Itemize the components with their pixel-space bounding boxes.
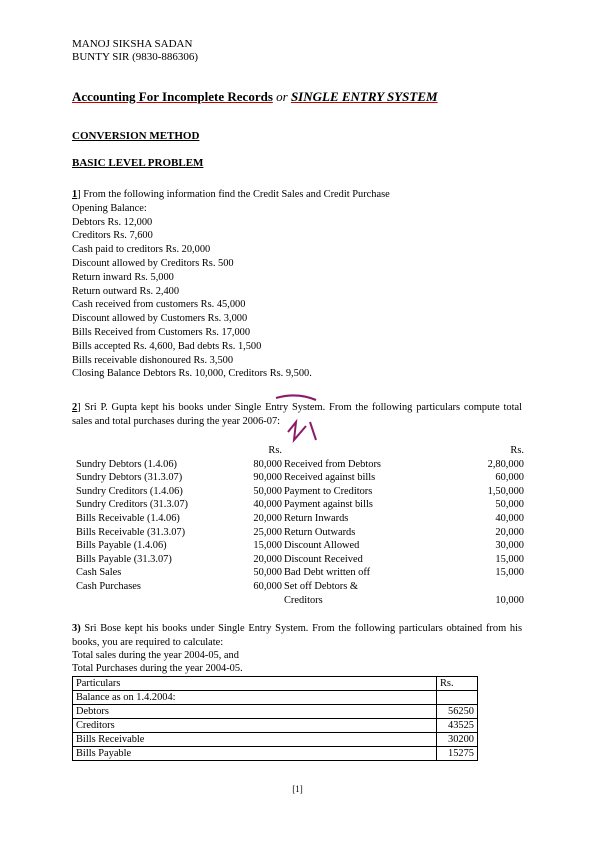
- title-part-2: SINGLE ENTRY SYSTEM: [290, 89, 438, 104]
- row-particular: Discount Received: [284, 553, 363, 565]
- problem-2-number: 2: [72, 402, 78, 413]
- problem-1-line: Bills Received from Customers Rs. 17,000: [72, 326, 251, 338]
- row-amount: 1,50,000: [487, 485, 524, 497]
- table-row: [72, 458, 524, 472]
- row-particular: Sundry Creditors (1.4.06): [76, 485, 183, 497]
- problem-1-question: ] From the following information find the Credit Sales and Credit Purchase: [77, 189, 390, 200]
- table-row: [72, 526, 524, 540]
- row-particular: Discount Allowed: [284, 540, 360, 552]
- row-particular: Debtors: [73, 705, 437, 719]
- title-connector: or: [272, 89, 291, 104]
- table-row: [72, 594, 524, 608]
- row-amount: 20,000: [495, 526, 524, 538]
- row-particular: Return Inwards: [284, 512, 349, 524]
- title-part-1: Accounting For Incomplete Records: [72, 89, 273, 104]
- row-particular: Sundry Creditors (31.3.07): [76, 499, 188, 511]
- table-header-row: [73, 677, 478, 691]
- row-amount: 10,000: [495, 594, 524, 606]
- problem-2-question: ] Sri P. Gupta kept his books under Single Entry System. From the following particulars compute total sales and total purchases during the year 2006-07:: [72, 402, 522, 427]
- row-particular: Bad Debt written off: [284, 567, 371, 579]
- problem-1-number: 1: [72, 189, 78, 200]
- row-particular: Received against bills: [284, 472, 376, 484]
- table-row: [73, 705, 478, 719]
- row-amount: 50,000: [253, 567, 282, 579]
- table-row: [72, 485, 524, 499]
- institute-name: MANOJ SIKSHA SADAN: [72, 38, 193, 50]
- row-particular: Creditors: [73, 719, 437, 733]
- problem-1-line: Cash received from customers Rs. 45,000: [72, 299, 246, 311]
- row-amount: 25,000: [253, 526, 282, 538]
- row-amount: 15,000: [495, 567, 524, 579]
- row-amount: [246, 594, 282, 608]
- row-amount: 2,80,000: [487, 458, 524, 470]
- table-row: [72, 580, 524, 594]
- problem-1-line: Return outward Rs. 2,400: [72, 285, 180, 297]
- row-particular: [72, 594, 246, 608]
- left-amount-header: Rs.: [268, 445, 282, 456]
- table-row: [73, 719, 478, 733]
- problem-3-requirement-1: Total sales during the year 2004-05, and: [72, 650, 239, 661]
- row-particular: Bills Receivable (1.4.06): [76, 512, 180, 524]
- row-amount: 43525: [437, 719, 478, 733]
- row-particular: Set off Debtors &: [284, 580, 358, 592]
- problem-1-line: Creditors Rs. 7,600: [72, 230, 153, 242]
- table-row: [72, 566, 524, 580]
- page-number: [1]: [292, 784, 303, 794]
- problem-2-table-wrap: [72, 444, 524, 607]
- problem-1-intro: [72, 188, 390, 202]
- problem-1-line: Closing Balance Debtors Rs. 10,000, Creditors Rs. 9,500.: [72, 368, 312, 380]
- problem-3-intro: [72, 622, 522, 650]
- problem-1-line: Discount allowed by Creditors Rs. 500: [72, 257, 234, 269]
- problem-3-table: [72, 676, 478, 761]
- table-row: [72, 471, 524, 485]
- row-amount: 20,000: [253, 553, 282, 565]
- pen-scribble-mark: [254, 392, 330, 448]
- row-amount: 60,000: [495, 472, 524, 484]
- row-amount: 80,000: [253, 458, 282, 470]
- table-row: [72, 539, 524, 553]
- row-amount: 40,000: [253, 499, 282, 511]
- row-particular: Sundry Debtors (1.4.06): [76, 458, 178, 470]
- row-amount: 30200: [437, 733, 478, 747]
- problem-1-line: Discount allowed by Customers Rs. 3,000: [72, 313, 248, 325]
- table-row: [73, 733, 478, 747]
- section-conversion-method: CONVERSION METHOD: [72, 130, 200, 142]
- row-particular: Bills Receivable (31.3.07): [76, 526, 186, 538]
- row-amount: 40,000: [495, 512, 524, 524]
- row-amount: 15,000: [495, 553, 524, 565]
- table-row: [72, 512, 524, 526]
- problem-1-line: Bills receivable dishonoured Rs. 3,500: [72, 354, 234, 366]
- row-amount: 90,000: [253, 472, 282, 484]
- problem-1-line: Return inward Rs. 5,000: [72, 271, 174, 283]
- row-particular: Bills Payable (1.4.06): [76, 540, 167, 552]
- row-particular: Sundry Debtors (31.3.07): [76, 472, 183, 484]
- problem-3-requirement-2: Total Purchases during the year 2004-05.: [72, 663, 243, 674]
- row-particular: Bills Payable (31.3.07): [76, 553, 172, 565]
- problem-3-table-wrap: [72, 676, 478, 761]
- table-row: [72, 553, 524, 567]
- row-amount: 30,000: [495, 540, 524, 552]
- row-amount: [449, 580, 524, 594]
- problem-3-question: Sri Bose kept his books under Single Entry System. From the following particulars obtained from his books, you are required to calculate:: [72, 623, 522, 648]
- row-amount: 15275: [437, 747, 478, 761]
- problem-1-line: Opening Balance:: [72, 202, 147, 214]
- table-row: [72, 498, 524, 512]
- row-amount: 15,000: [253, 540, 282, 552]
- row-particular: Bills Payable: [73, 747, 437, 761]
- right-amount-header: Rs.: [510, 445, 524, 456]
- row-particular: Payment to Creditors: [284, 485, 373, 497]
- row-particular: Cash Purchases: [76, 580, 141, 592]
- row-amount: 50,000: [495, 499, 524, 511]
- problem-1-line: Cash paid to creditors Rs. 20,000: [72, 244, 211, 256]
- row-particular: Return Outwards: [284, 526, 356, 538]
- row-amount: 50,000: [253, 485, 282, 497]
- problem-3-number: 3): [72, 623, 81, 634]
- problem-1-line: Bills accepted Rs. 4,600, Bad debts Rs. 1,500: [72, 340, 262, 352]
- rs-header: Rs.: [437, 677, 478, 691]
- row-particular: Received from Debtors: [284, 458, 381, 470]
- row-particular: Balance as on 1.4.2004:: [73, 691, 437, 705]
- table-header-row: [72, 444, 524, 458]
- problem-2-table: [72, 444, 524, 607]
- problem-1: [72, 188, 390, 381]
- section-basic-level: BASIC LEVEL PROBLEM: [72, 157, 204, 169]
- row-amount: 60,000: [253, 580, 282, 592]
- row-particular: Cash Sales: [76, 567, 122, 579]
- row-particular: Bills Receivable: [73, 733, 437, 747]
- particulars-header: Particulars: [73, 677, 437, 691]
- table-row: [73, 747, 478, 761]
- row-particular: Creditors: [284, 594, 323, 606]
- table-row: [73, 691, 478, 705]
- row-particular: Payment against bills: [284, 499, 373, 511]
- row-amount: 20,000: [253, 512, 282, 524]
- row-amount: 56250: [437, 705, 478, 719]
- teacher-contact: BUNTY SIR (9830-886306): [72, 51, 199, 63]
- row-amount: [437, 691, 478, 705]
- page-title: [72, 89, 438, 105]
- problem-1-line: Debtors Rs. 12,000: [72, 216, 153, 228]
